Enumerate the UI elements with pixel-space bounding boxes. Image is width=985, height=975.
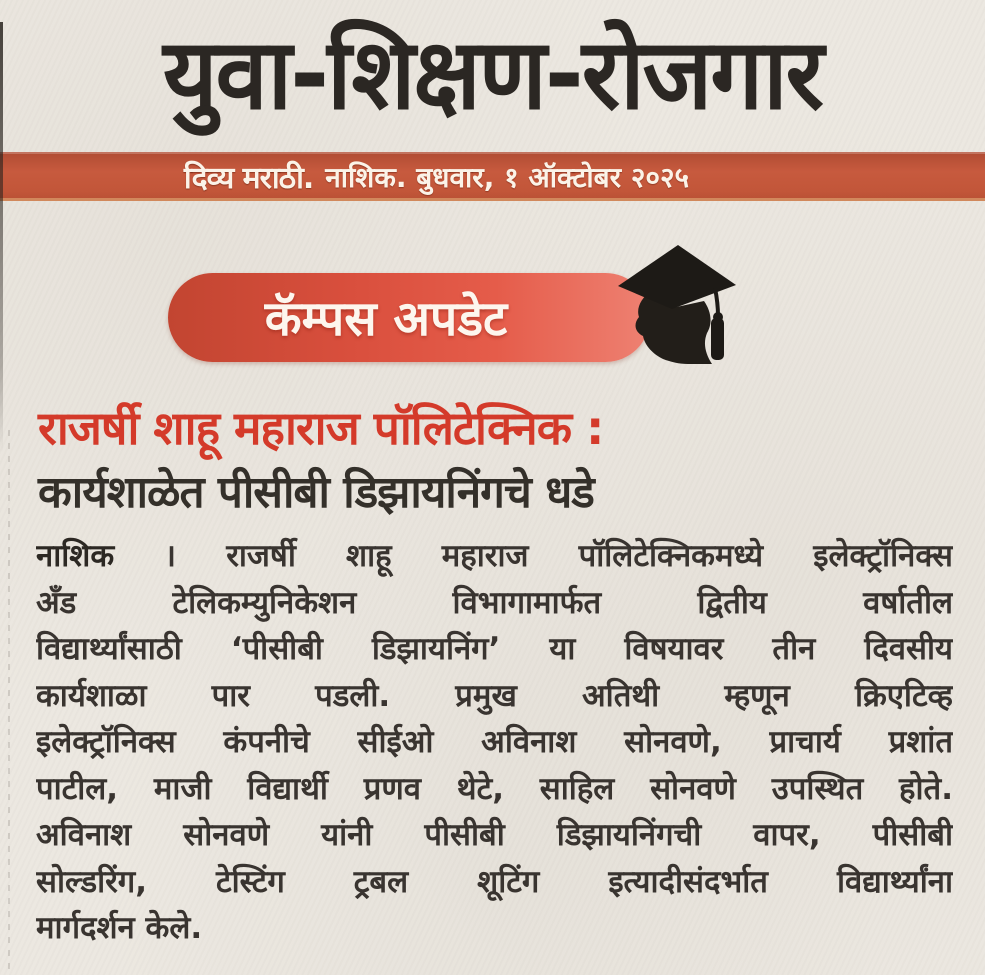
article-headline: कार्यशाळेत पीसीबी डिझायनिंगचे धडे [38,467,594,518]
body-line: अविनाश सोनवणे यांनी पीसीबी डिझायनिंगची वापर, पीसीबी [36,817,953,853]
masthead-title: युवा-शिक्षण-रोजगार [162,18,823,133]
dateline-text: नाशिक. बुधवार, १ ऑक्टोबर २०२५ [325,160,690,194]
body-line: इलेक्ट्रॉनिक्स कंपनीचे सीईओ अविनाश सोनवणे, प्राचार्य प्रशांत [36,724,953,760]
body-line [36,533,953,580]
campus-update-pill [168,273,650,362]
scan-crease-artifact [8,430,10,975]
article-body [36,533,953,952]
body-line: मार्गदर्शन केले. [36,910,203,946]
campus-update-badge [168,240,746,364]
body-line: पाटील, माजी विद्यार्थी प्रणव थेटे, साहिल सोनवणे उपस्थित होते. [36,770,953,807]
body-text: राजर्षी शाहू महाराज पॉलिटेक्निकमध्ये इलेक्ट्रॉनिक्स [226,538,953,574]
body-line: सोल्डरिंग, टेस्टिंग ट्रबल शूटिंग इत्यादीसंदर्भात विद्यार्थ्यांना [36,863,953,900]
dateline-location: नाशिक [36,538,115,574]
body-line: विद्यार्थ्यांसाठी ‘पीसीबी डिझायनिंग’ या विषयावर तीन दिवसीय [36,631,953,667]
campus-update-label: कॅम्पस अपडेट [264,291,508,347]
body-line: अँड टेलिकम्युनिकेशन विभागामार्फत द्वितीय वर्षातील [36,584,953,621]
scan-edge-artifact [0,22,3,452]
body-line: कार्यशाळा पार पडली. प्रमुख अतिथी म्हणून क्रिएटिव्ह [36,677,953,714]
dateline-band [0,152,985,201]
danda-separator: । [114,538,227,574]
article-kicker: राजर्षी शाहू महाराज पॉलिटेक्निक : [38,401,604,455]
graduate-silhouette-icon [606,240,746,364]
paper-name-logo: दिव्य मराठी. [183,161,314,196]
